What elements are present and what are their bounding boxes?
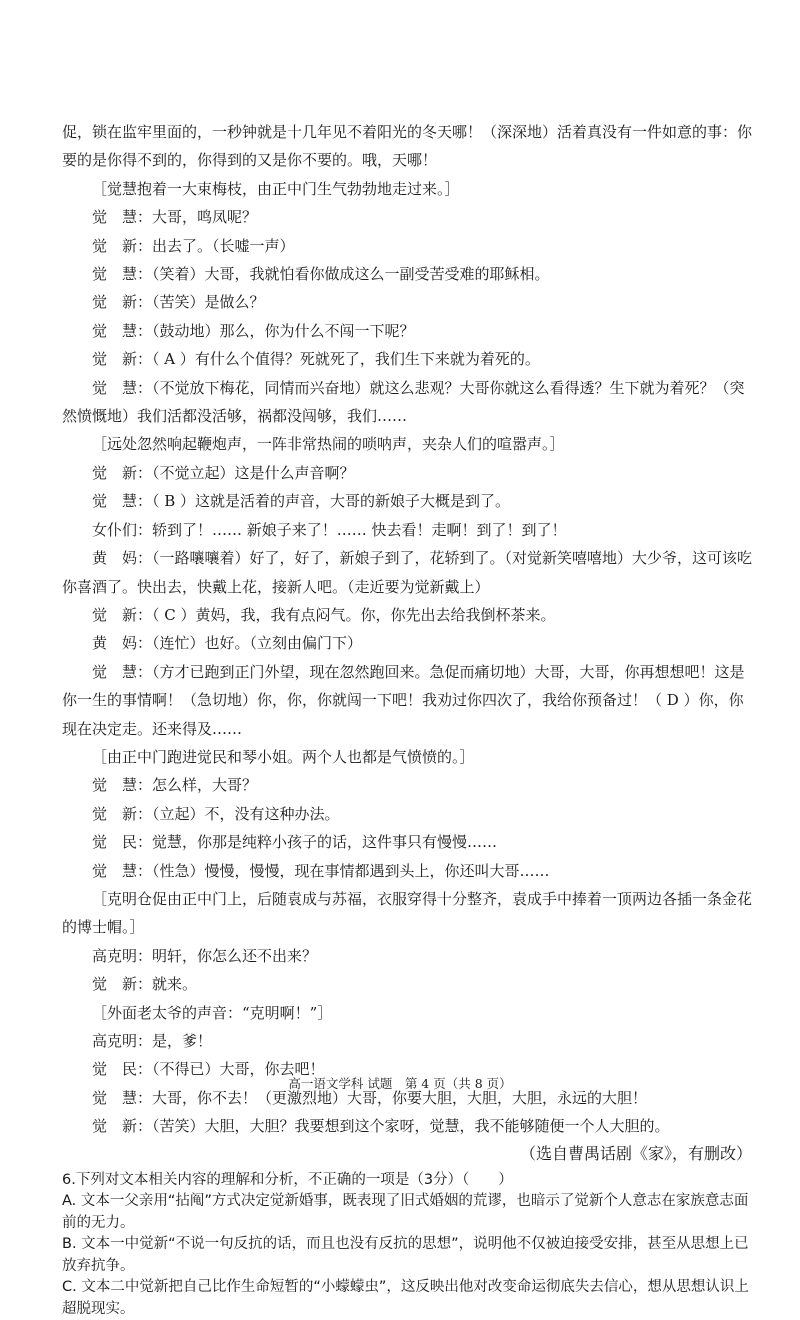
script-line: 觉 慧：（鼓动地）那么，你为什么不闯一下呢？: [92, 321, 415, 340]
script-line: 高克明：是，爹！: [92, 1032, 213, 1050]
script-line: 觉 新：（苦笑）大胆，大胆？我要想到这个家呀，觉慧，我不能够随便一个人大胆的。: [92, 1117, 670, 1136]
question-stem: 6.下列对文本相关内容的理解和分析，不正确的一项是（3分）（ ）: [62, 1171, 513, 1188]
script-line: 觉 慧：大哥，你不去！（更激烈地）大哥，你要大胆，大胆，大胆，永远的大胆！: [92, 1088, 648, 1107]
script-line: 觉 慧：（ B ）这就是活着的声音，大哥的新娘子大概是到了。: [92, 492, 511, 511]
drama-excerpt: [62, 118, 756, 1141]
option-c: C. 文本二中觉新把自己比作生命短暂的“小蠓蠓虫”，这反映出他对改变命运彻底失去信心，想从思想认识上超脱现实。: [62, 1279, 749, 1317]
script-line: 黄 妈：（连忙）也好。（立刻由偏门下）: [92, 634, 363, 653]
script-line: 觉 慧：大哥，鸣凤呢？: [92, 208, 258, 227]
question-6: [62, 1170, 756, 1320]
script-line: 觉 慧：（性急）慢慢，慢慢，现在事情都遇到头上，你还叫大哥……: [92, 861, 550, 880]
script-line: 觉 新：就来。: [92, 975, 198, 994]
script-line: ［远处忽然响起鞭炮声，一阵非常热闹的唢呐声，夹杂人们的喧嚣声。］: [92, 435, 565, 454]
script-line: 觉 民：（不得已）大哥，你去吧！: [92, 1060, 325, 1079]
script-line: ［外面老太爷的声音：“克明啊！”］: [92, 1003, 333, 1022]
script-line: 觉 新：（ A ）有什么个值得？死就死了，我们生下来就为着死的。: [92, 350, 540, 369]
page-footer: 高一语文学科 试题 第 4 页（共 8 页）: [288, 1076, 512, 1091]
script-line: 高克明：明轩，你怎么还不出来？: [92, 946, 318, 965]
script-line: 觉 慧：怎么样，大哥？: [92, 776, 258, 795]
script-line: 黄 妈：（一路嚷嚷着）好了，好了，新娘子到了，花轿到了。（对觉新笑嘻嘻地）大少爷，这可该吃你喜酒了。快出去，快戴上花，接新人吧。（走近要为觉新戴上）: [62, 549, 753, 596]
script-line: 觉 民：觉慧，你那是纯粹小孩子的话，这件事只有慢慢……: [92, 833, 498, 852]
script-line: 觉 新：（立起）不，没有这种办法。: [92, 804, 340, 823]
script-line: 觉 新：出去了。（长嘘一声）: [92, 236, 295, 255]
script-line: ［克明仓促由正中门上，后随袁成与苏福，衣服穿得十分整齐，袁成手中捧着一顶两边各插一条金花的博士帽。］: [62, 889, 753, 937]
script-line: 女仆们：轿到了！…… 新娘子来了！…… 快去看！走啊！到了！到了！: [92, 520, 567, 539]
script-line: 觉 新：（ C ）黄妈，我，我有点闷气。你，你先出去给我倒杯茶来。: [92, 605, 556, 624]
script-line: ［觉慧抱着一大束梅枝，由正中门生气勃勃地走过来。］: [92, 179, 460, 198]
script-line: 觉 慧：（笑着）大哥，我就怕看你做成这么一副受苦受难的耶稣相。: [92, 265, 550, 284]
script-line: 觉 慧：（不觉放下梅花，同情而兴奋地）就这么悲观？大哥你就这么看得透？生下就为着死？（突然愤慨地）我们活都没活够，祸都没闯够，我们……: [62, 378, 745, 426]
option-b: B. 文本一中觉新“不说一句反抗的话，而且也没有反抗的思想”，说明他不仅被迫接受安排，甚至从思想上已放弃抗争。: [62, 1236, 749, 1274]
script-line: 觉 新：（苦笑）是做么？: [92, 293, 265, 312]
script-line: 觉 新：（不觉立起）这是什么声音啊？: [92, 463, 355, 482]
option-a: A. 文本一父亲用“拈阄”方式决定觉新婚事，既表现了旧式婚姻的荒谬，也暗示了觉新个人意志在家族意志面前的无力。: [62, 1193, 749, 1231]
script-line: ［由正中门跑进觉民和琴小姐。两个人也都是气愤愤的。］: [92, 747, 475, 766]
script-line: 觉 慧：（方才已跑到正门外望，现在忽然跑回来。急促而痛切地）大哥，大哥，你再想想吧！这是你一生的事情啊！（急切地）你，你，你就闯一下吧！我劝过你四次了，我给你预备过！（ D ）你，你现在决定走。还来得及……: [62, 662, 745, 738]
script-line: 促，锁在监牢里面的，一秒钟就是十几年见不着阳光的冬天哪！（深深地）活着真没有一件如意的事：你要的是你得不到的，你得到的又是你不要的。哦，天哪！: [62, 123, 753, 170]
source-note: （选自曹禺话剧《家》，有删改）: [519, 1143, 752, 1163]
